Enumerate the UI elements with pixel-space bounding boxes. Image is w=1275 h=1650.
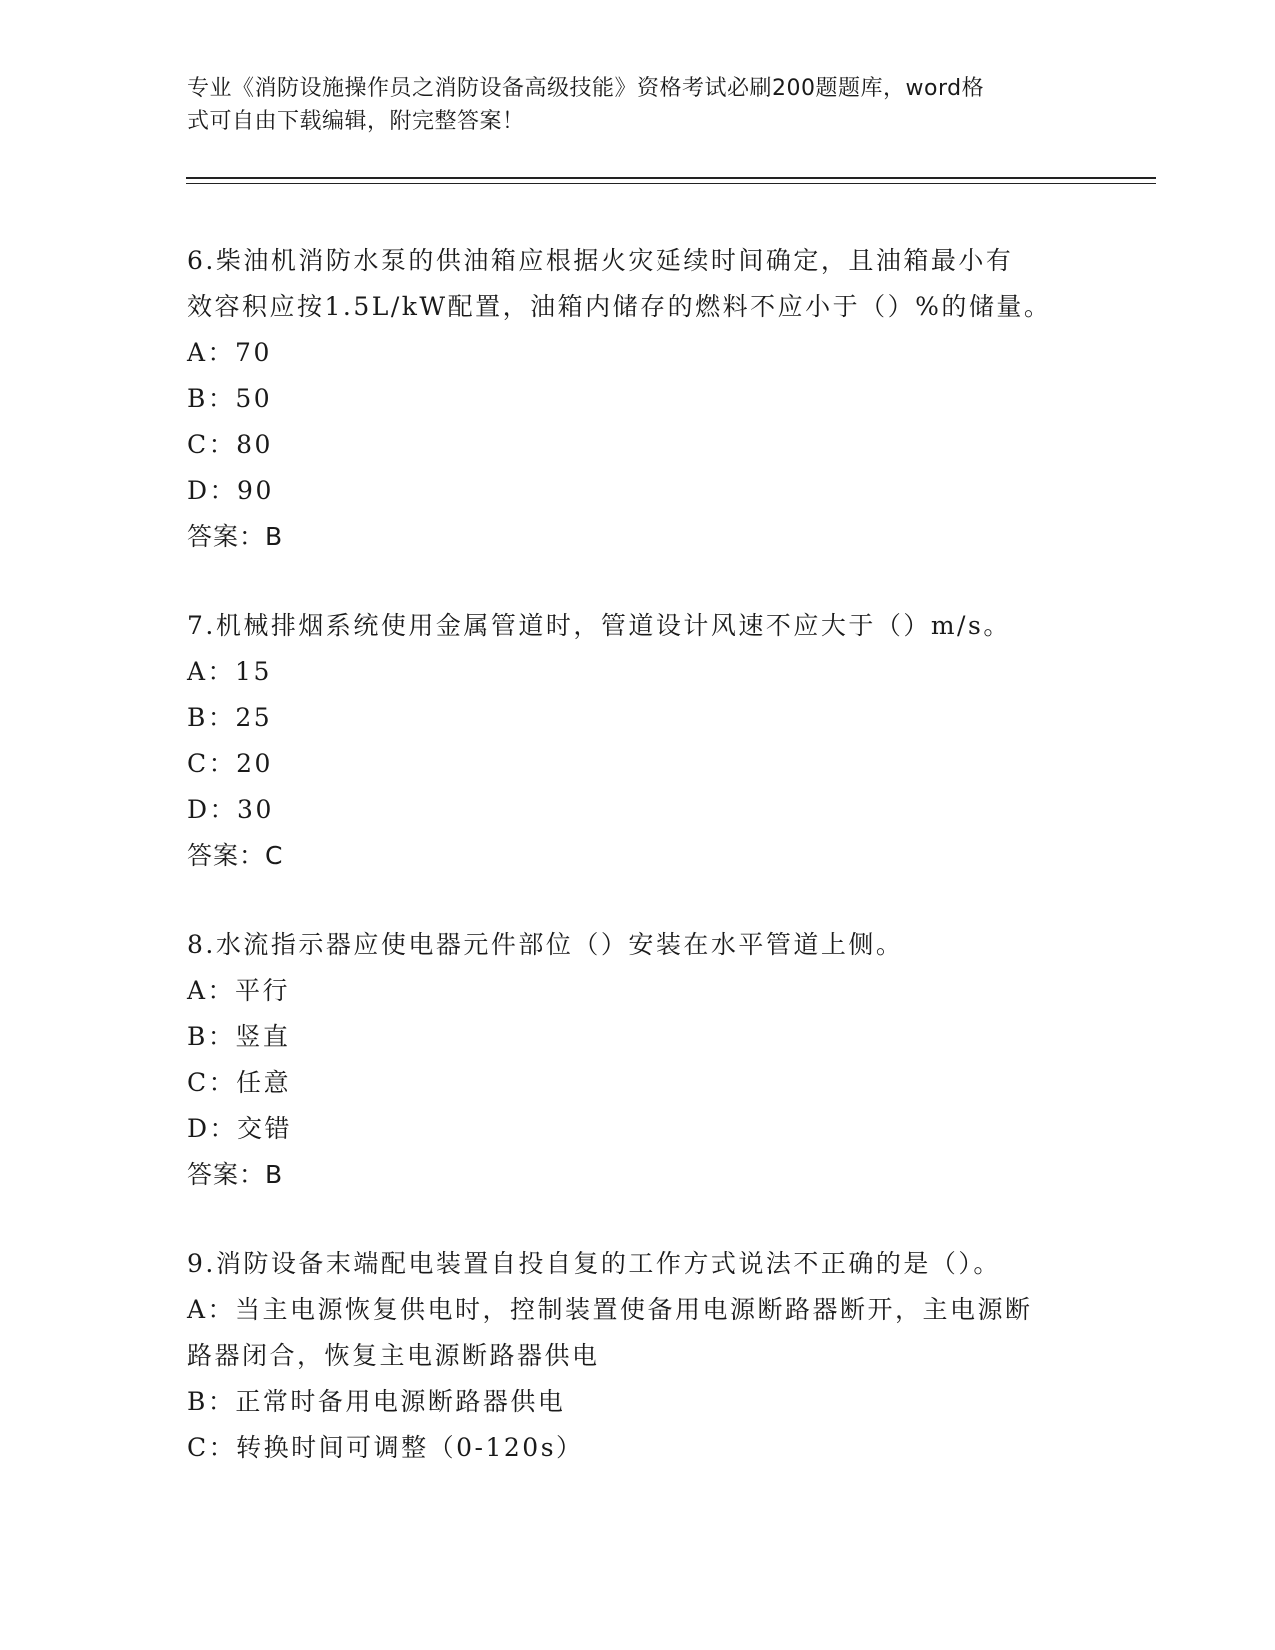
option-d: D：90 <box>187 476 274 505</box>
header-line-1: 专业《消防设施操作员之消防设备高级技能》资格考试必刷200题题库，word格 <box>187 76 985 101</box>
option-b: B：25 <box>187 703 273 732</box>
option-c: C：80 <box>187 430 273 459</box>
question-text: 7.机械排烟系统使用金属管道时，管道设计风速不应大于（）m/s。 <box>187 611 1011 640</box>
option-c: C：任意 <box>187 1068 292 1097</box>
header-line-2: 式可自由下载编辑，附完整答案！ <box>187 109 525 134</box>
option-a: A：当主电源恢复供电时，控制装置使备用电源断路器断开，主电源断 <box>187 1295 1033 1324</box>
question-8 <box>187 922 1087 1198</box>
option-b: B：50 <box>187 384 273 413</box>
question-text: 效容积应按1.5L/kW配置，油箱内储存的燃料不应小于（）%的储量。 <box>187 292 1052 321</box>
option-b: B：正常时备用电源断路器供电 <box>187 1387 566 1416</box>
question-list <box>187 238 1087 1514</box>
option-b: B：竖直 <box>187 1022 291 1051</box>
option-a: A：平行 <box>187 976 291 1005</box>
question-6 <box>187 238 1087 560</box>
option-d: D：30 <box>187 795 274 824</box>
option-d: D：交错 <box>187 1114 293 1143</box>
option-c: C：20 <box>187 749 273 778</box>
question-text: 9.消防设备末端配电装置自投自复的工作方式说法不正确的是（）。 <box>187 1249 1001 1278</box>
question-7 <box>187 603 1087 879</box>
question-text: 6.柴油机消防水泵的供油箱应根据火灾延续时间确定，且油箱最小有 <box>187 246 1014 275</box>
option-c: C：转换时间可调整（0-120s） <box>187 1433 584 1462</box>
option-a: A：70 <box>187 338 272 367</box>
question-9 <box>187 1241 1087 1471</box>
header-divider-thick <box>186 177 1156 179</box>
answer: 答案：B <box>187 522 284 551</box>
option-a-continued: 路器闭合，恢复主电源断路器供电 <box>187 1341 600 1370</box>
header-divider-thin <box>186 183 1156 184</box>
question-text: 8.水流指示器应使电器元件部位（）安装在水平管道上侧。 <box>187 930 904 959</box>
answer: 答案：C <box>187 841 284 870</box>
document-header <box>187 72 1067 138</box>
option-a: A：15 <box>187 657 272 686</box>
answer: 答案：B <box>187 1160 284 1189</box>
